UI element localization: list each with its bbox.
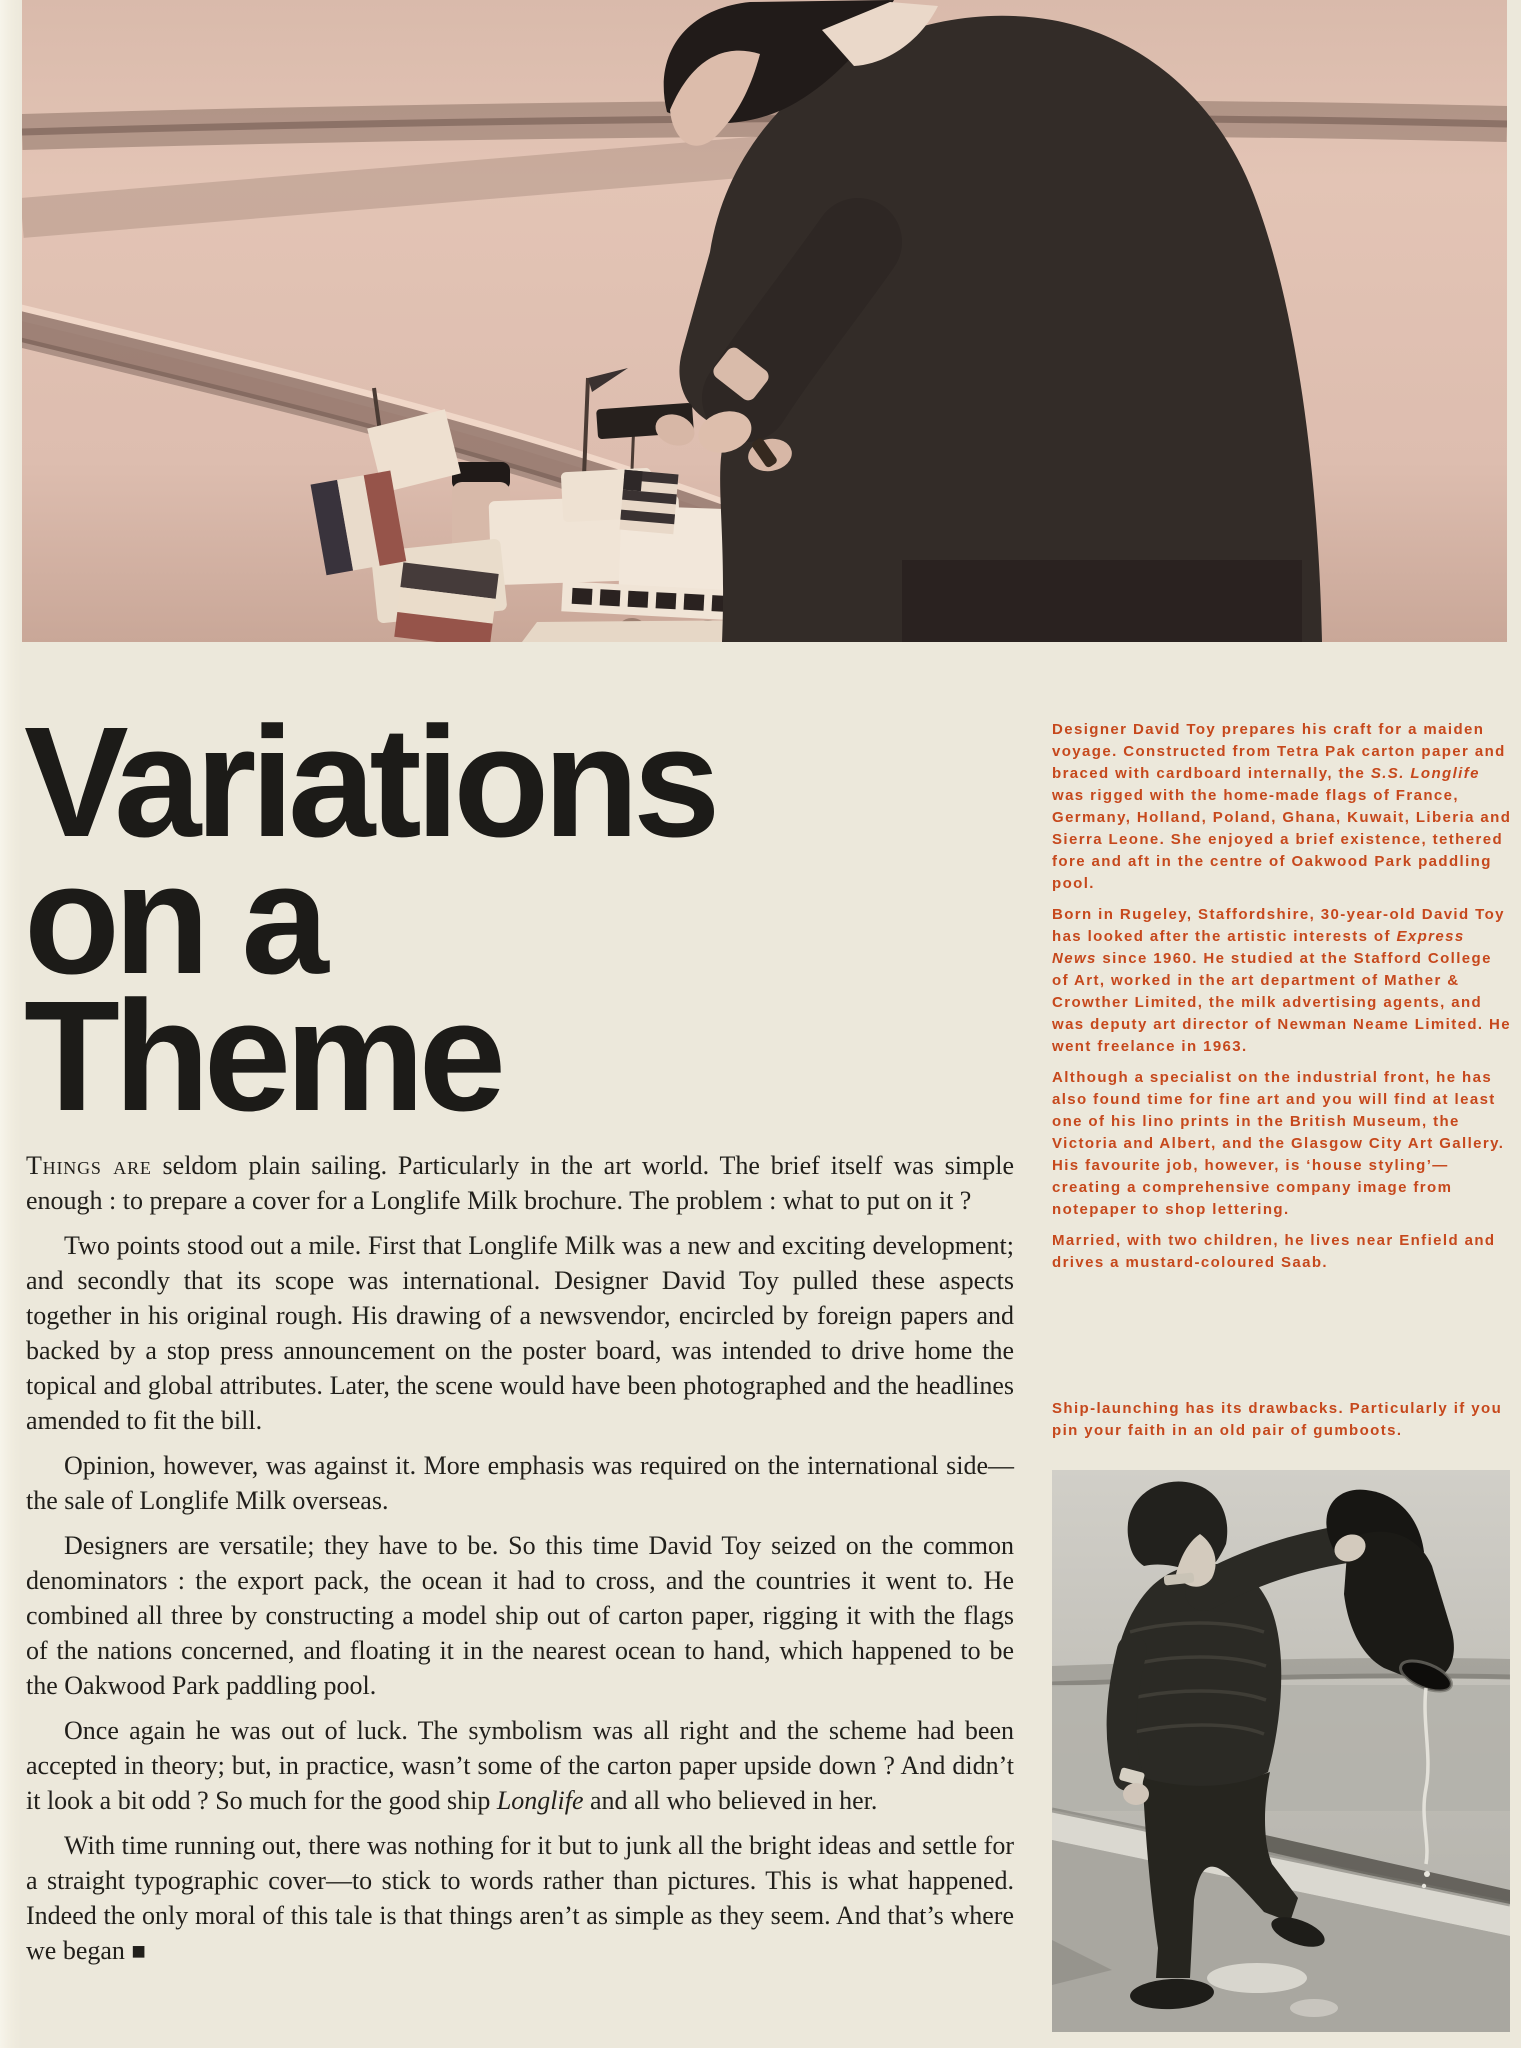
paragraph [26, 1828, 1014, 1970]
paragraph [26, 1448, 1014, 1518]
small-caps-text: Things are [26, 1151, 152, 1180]
water-drip [1424, 1871, 1430, 1877]
text-run: Married, with two children, he lives near Enfield and drives a mustard-coloured Saab. [1052, 1232, 1496, 1271]
paragraph [1052, 1067, 1512, 1221]
sidebar-captions [1052, 719, 1512, 1274]
italic-text: Longlife [496, 1786, 584, 1815]
italic-text: S.S. Longlife [1370, 765, 1480, 782]
paragraph [26, 1228, 1014, 1438]
flag-holland [394, 562, 498, 642]
headline-line: Theme [24, 969, 501, 1144]
text-run: Ship-launching has its drawbacks. Particularly if you pin your faith in an old pair of gumboots. [1052, 1400, 1503, 1439]
hand [1123, 1783, 1149, 1805]
puddle [1207, 1963, 1307, 1993]
page-title [24, 695, 1004, 1144]
water-drip [1422, 1884, 1426, 1888]
paragraph [26, 1713, 1014, 1818]
headline-line: on a [24, 832, 323, 1007]
text-run: With time running out, there was nothing for it but to junk all the bright ideas and settle for a straight typographic cover—to stick to words rather than pictures. This is what happened. Indeed the only moral of this tale is that things aren’t as simple as they seem. And that’s where we began [26, 1831, 1014, 1965]
text-run: Although a specialist on the industrial front, he has also found time for fine art and you will find at least one of his lino prints in the British Museum, the Victoria and Albert, and the Glasgow City Art Gallery. His favourite job, however, is ‘house styling’—creating a comprehensive company image from notepaper to shop lettering. [1052, 1069, 1505, 1218]
bottom-photo-illustration [1052, 1470, 1510, 2032]
bottom-photo-caption [1052, 1398, 1520, 1442]
paragraph [26, 1148, 1014, 1218]
top-photo [22, 0, 1507, 642]
text-run: Once again he was out of luck. The symbolism was all right and the scheme had been accepted in theory; but, in practice, wasn’t some of the carton paper upside down ? And didn’t it look a bit odd ? So much for the good ship [26, 1716, 1014, 1815]
puddle-small [1290, 1999, 1338, 2017]
paragraph [1052, 719, 1512, 895]
text-run: since 1960. He studied at the Stafford College of Art, worked in the art department of Mather & Crowther Limited, the milk advertising agents, and was deputy art director of Newman Neame Limited. He went freelance in 1963. [1052, 950, 1511, 1055]
flag-liberia [619, 470, 678, 534]
paragraph [26, 1528, 1014, 1703]
article-body [26, 1148, 1014, 1970]
page-edge [0, 0, 22, 2048]
trousers [902, 560, 1302, 642]
top-photo-illustration [22, 0, 1507, 642]
text-run: Two points stood out a mile. First that Longlife Milk was a new and exciting development; and secondly that its scope was international. Designer David Toy pulled these aspects together in his original rough. His drawing of a newsvendor, encircled by foreign papers and backed by a stop press announcement on the poster board, was intended to drive home the topical and global attributes. Later, the scene would have been photographed and the headlines amended to fit the bill. [26, 1231, 1014, 1435]
flag-france [311, 471, 407, 576]
bottom-photo [1052, 1470, 1510, 2032]
text-run: Opinion, however, was against it. More emphasis was required on the international side—the sale of Longlife Milk overseas. [26, 1451, 1014, 1515]
paragraph [1052, 904, 1512, 1058]
text-run: Designer David Toy prepares his craft for a maiden voyage. Constructed from Tetra Pak carton paper and braced with cardboard internally, the [1052, 721, 1506, 782]
text-run: Designers are versatile; they have to be. So this time David Toy seized on the common denominators : the export pack, the ocean it had to cross, and the countries it went to. He combined all three by constructing a model ship out of carton paper, rigging it with the flags of the nations concerned, and floating it in the nearest ocean to hand, which happened to be the Oakwood Park paddling pool. [26, 1531, 1014, 1700]
paragraph [1052, 1230, 1512, 1274]
italic-text: Express News [1052, 928, 1465, 967]
hanging-arm [1122, 1650, 1132, 1776]
headline-line: Variations [24, 695, 715, 870]
end-mark: ■ [131, 1939, 146, 1965]
text-run: and all who believed in her. [583, 1786, 878, 1815]
text-run: seldom plain sailing. Particularly in the art world. The brief itself was simple enough : to prepare a cover for a Longlife Milk brochure. The problem : what to put on it ? [26, 1151, 1014, 1215]
text-run: Born in Rugeley, Staffordshire, 30-year-old David Toy has looked after the artistic interests of [1052, 906, 1505, 945]
text-run: was rigged with the home-made flags of France, Germany, Holland, Poland, Ghana, Kuwait, Liberia and Sierra Leone. She enjoyed a brief existence, tethered fore and aft in the centre of Oakwood Park paddling pool. [1052, 787, 1512, 892]
